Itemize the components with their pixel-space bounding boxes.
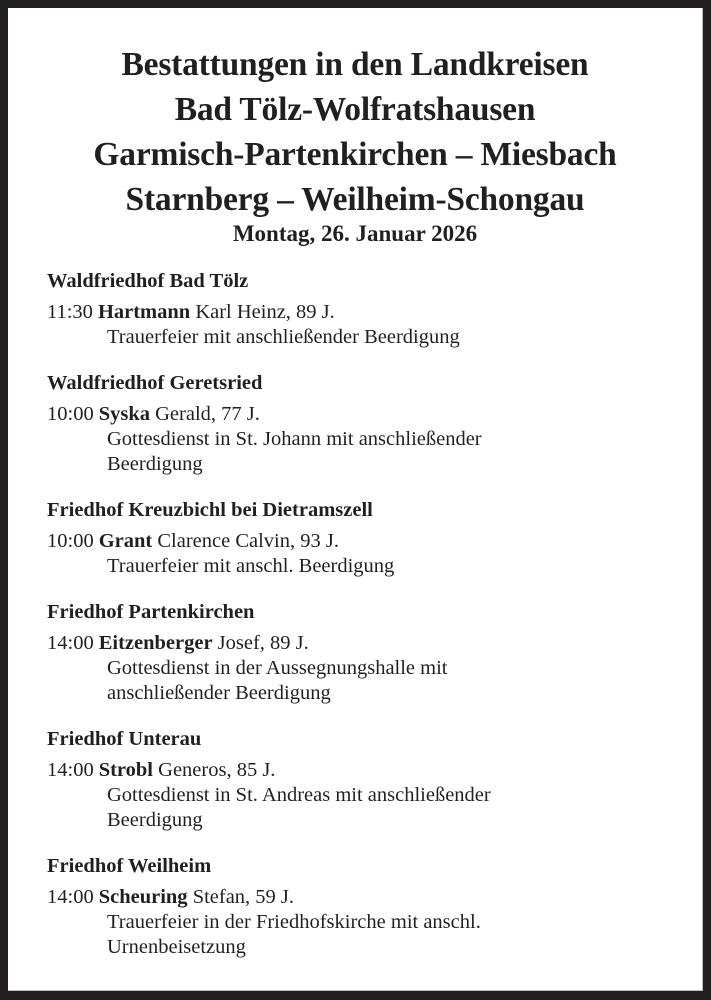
- cemetery-name: Friedhof Weilheim: [47, 855, 212, 877]
- surname: Eitzenberger: [98, 632, 213, 654]
- page-title: [8, 42, 702, 222]
- description-line: Beerdigung: [107, 809, 203, 831]
- cemetery-section: [47, 725, 682, 833]
- funeral-entry: [47, 402, 682, 477]
- funeral-time: 14:00: [47, 632, 94, 654]
- name-age: Clarence Calvin, 93 J.: [157, 530, 339, 552]
- ceremony-description: [47, 783, 682, 833]
- funeral-time: 11:30: [47, 301, 93, 323]
- funeral-list: [47, 267, 682, 979]
- ceremony-description: [47, 554, 682, 579]
- name-age: Generos, 85 J.: [158, 759, 276, 781]
- surname: Syska: [98, 403, 150, 425]
- cemetery-name: Friedhof Partenkirchen: [47, 601, 255, 623]
- cemetery-section: [47, 267, 682, 350]
- funeral-time: 10:00: [47, 403, 94, 425]
- cemetery-name: Friedhof Kreuzbichl bei Dietramszell: [47, 499, 373, 521]
- cemetery-name: Waldfriedhof Geretsried: [47, 372, 263, 394]
- name-age: Karl Heinz, 89 J.: [195, 301, 335, 323]
- surname: Scheuring: [98, 886, 188, 908]
- cemetery-name: Waldfriedhof Bad Tölz: [47, 270, 249, 292]
- date-heading: Montag, 26. Januar 2026: [232, 221, 478, 246]
- funeral-time: 14:00: [47, 759, 94, 781]
- cemetery-section: [47, 598, 682, 706]
- ceremony-description: [47, 656, 682, 706]
- description-line: Urnenbeisetzung: [107, 936, 246, 958]
- ceremony-description: [47, 325, 682, 350]
- cemetery-section: [47, 852, 682, 960]
- surname: Hartmann: [97, 301, 191, 323]
- funeral-time: 10:00: [47, 530, 94, 552]
- ceremony-description: [47, 910, 682, 960]
- name-age: Josef, 89 J.: [217, 632, 309, 654]
- funeral-entry: [47, 529, 682, 579]
- funeral-entry: [47, 631, 682, 706]
- cemetery-section: [47, 369, 682, 477]
- cemetery-section: [47, 496, 682, 579]
- description-line: Trauerfeier mit anschl. Beerdigung: [107, 555, 395, 577]
- notice-frame: [8, 8, 703, 991]
- description-line: Gottesdienst in St. Andreas mit anschließender: [107, 784, 491, 806]
- title-line: Bestattungen in den Landkreisen: [121, 46, 589, 83]
- funeral-time: 14:00: [47, 886, 94, 908]
- title-line: Bad Tölz-Wolfratshausen: [174, 91, 536, 128]
- funeral-entry: [47, 885, 682, 960]
- description-line: Gottesdienst in St. Johann mit anschließender: [107, 428, 482, 450]
- description-line: Trauerfeier mit anschließender Beerdigung: [107, 326, 460, 348]
- ceremony-description: [47, 427, 682, 477]
- description-line: Gottesdienst in der Aussegnungshalle mit: [107, 657, 448, 679]
- title-line: Garmisch-Partenkirchen – Miesbach: [93, 136, 617, 173]
- name-age: Stefan, 59 J.: [192, 886, 295, 908]
- cemetery-name: Friedhof Unterau: [47, 728, 202, 750]
- description-line: anschließender Beerdigung: [107, 682, 331, 704]
- funeral-entry: [47, 758, 682, 833]
- surname: Strobl: [98, 759, 154, 781]
- title-line: Starnberg – Weilheim-Schongau: [125, 181, 585, 218]
- description-line: Trauerfeier in der Friedhofskirche mit anschl.: [107, 911, 481, 933]
- funeral-entry: [47, 300, 682, 350]
- description-line: Beerdigung: [107, 453, 203, 475]
- surname: Grant: [98, 530, 153, 552]
- name-age: Gerald, 77 J.: [155, 403, 260, 425]
